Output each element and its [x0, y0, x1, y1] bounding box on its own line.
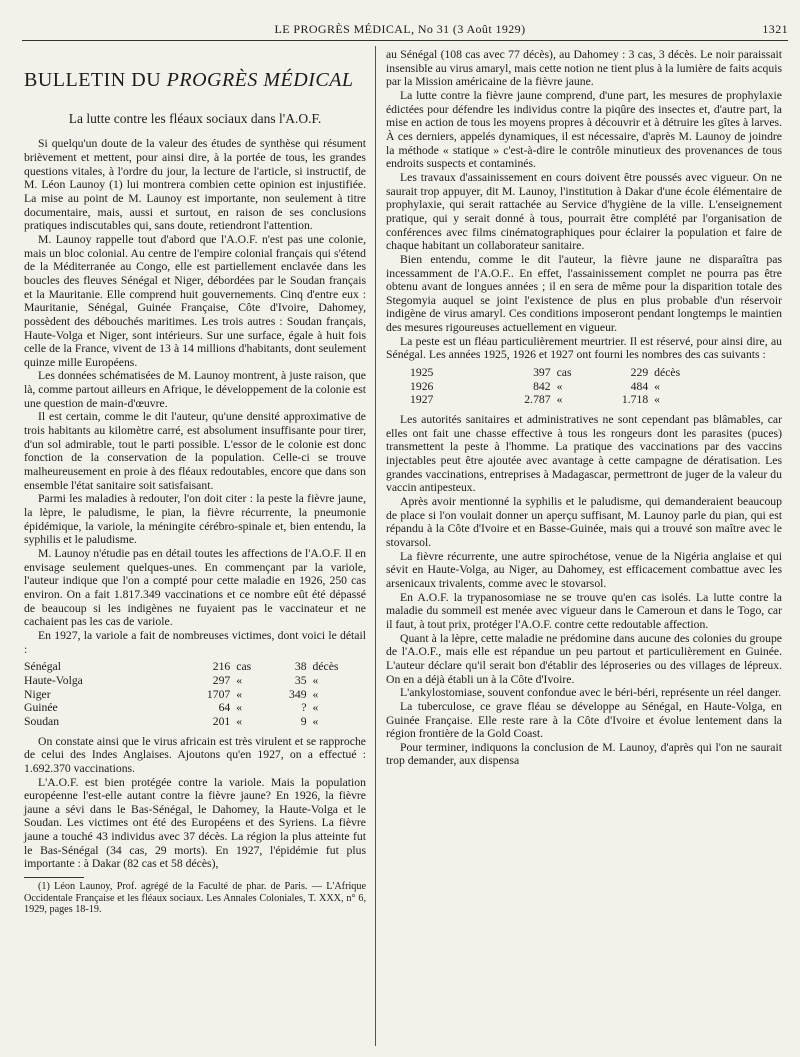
table-row	[24, 688, 366, 702]
table-cell-place: Niger	[24, 687, 51, 701]
table-cell-deaths: ?	[301, 701, 307, 715]
table-cell-cases: 64	[218, 701, 231, 715]
table-cell-cases-label: cas	[556, 366, 572, 380]
table-cell-deaths-label: «	[312, 714, 319, 728]
table-cell-cases: 1707	[206, 687, 231, 701]
table-cell-deaths: 349	[289, 687, 307, 701]
table-cell-deaths: 484	[630, 379, 649, 393]
table-cell-place: Sénégal	[24, 660, 61, 674]
table-cell-place: Haute-Volga	[24, 673, 83, 687]
table-cell-deaths-label: «	[312, 701, 319, 715]
footnote: (1) Léon Launoy, Prof. agrégé de la Faculté de phar. de Paris. — L'Afrique Occidentale Française et les fléaux sociaux. Les Annales Coloniales, T. XXX, n° 6, 1929, pages 18-19.	[24, 881, 366, 916]
table-cell-deaths-label: décès	[312, 660, 339, 674]
header-rule	[22, 40, 788, 41]
table-cell-cases-label: «	[236, 687, 243, 701]
paragraph: En 1927, la variole a fait de nombreuses victimes, dont voici le détail :	[24, 628, 366, 656]
table-cell-cases: 397	[533, 366, 551, 380]
variole-table	[24, 660, 366, 728]
paragraph: La tuberculose, ce grave fléau se développe au Sénégal, en Haute-Volga, en Guinée Française. Elle reste rare à la Côte d'Ivoire et évolue lentement dans la région frontière de la Gold Coast.	[386, 699, 782, 741]
paragraph: Quant à la lèpre, cette maladie ne prédomine dans aucune des colonies du groupe de l'A.O.F., mais elle est répandue un peu partout et particulièrement en Guinée. L'auteur déclare qu'il serait bon d'établir des léproseries ou des villages de lépreux. On en a déjà établi un à la Côte d'Ivoire.	[386, 631, 782, 686]
peste-table	[410, 366, 710, 407]
paragraph: Les autorités sanitaires et administratives ne sont cependant pas blâmables, car elles ont fait une chasse effective à tous les rongeurs dont les parasites (puces) transmettent la peste à l'homme. La pratique des vaccinations par des vaccins injectables peut être ajoutée avec avantage à cette campagne de dératisation. Les grandes vaccinations, entreprises à Madagascar, permettront de juger de la valeur du vaccin antipesteux.	[386, 413, 782, 495]
table-cell-cases-label: cas	[236, 660, 252, 674]
paragraph: Après avoir mentionné la syphilis et le paludisme, qui demanderaient beaucoup de place si l'on voulait donner un aperçu suffisant, M. Launoy parle du pian, qui est répandu à la Côte d'Ivoire et en Basse-Guinée, mais qui a trouvé son maître avec le stovarsol.	[386, 495, 782, 549]
page-number: 1321	[762, 22, 788, 36]
table-cell-deaths: 9	[300, 714, 307, 728]
paragraph: M. Launoy rappelle tout d'abord que l'A.O.F. n'est pas une colonie, mais un bloc colonial. Au centre de l'empire colonial français qui s'étend de la Méditerranée au Congo, elle est partiellement enclavée dans les boucles des fleuves Sénégal et Niger, débordées par le Soudan français et la Mauritanie. Elle comprend huit gouvernements. Cinq d'entre eux : Mauritanie, Sénégal, Guinée Française, Côte d'Ivoire, Dahomey, possèdent des débouchés maritimes. Les trois autres : Soudan français, Haute-Volga et Niger, sont intérieurs. Sur une surface, égale à huit fois celle de la France, vivent de 13 à 14 millions d'habitants, dont seulement quinze mille Européens.	[24, 232, 366, 369]
right-column	[386, 48, 782, 768]
bulletin-prefix: BULLETIN DU	[24, 69, 167, 91]
paragraph: Les données schématisées de M. Launoy montrent, à juste raison, que là, comme partout ailleurs en Afrique, le développement de la colonie est une question de main-d'œuvre.	[24, 369, 366, 410]
table-cell-cases-label: «	[556, 379, 563, 393]
paragraph: La peste est un fléau particulièrement meurtrier. Il est réservé, pour ainsi dire, au Sénégal. Les années 1925, 1926 et 1927 ont fourni les nombres des cas suivants :	[386, 334, 782, 362]
paragraph: Pour terminer, indiquons la conclusion de M. Launoy, d'après qui l'on ne saurait trop demander, aux dispensa	[386, 740, 782, 768]
paragraph: En A.O.F. la trypanosomiase ne se trouve qu'en cas isolés. La lutte contre la maladie du sommeil est menée avec vigueur dans le Cameroun et dans le Togo, car il faut, à tout prix, protéger l'A.O.F. contre cette redoutable affection.	[386, 590, 782, 631]
table-cell-year: 1926	[410, 379, 434, 393]
table-cell-deaths: 38	[294, 660, 307, 674]
table-cell-cases: 842	[533, 379, 551, 393]
table-cell-deaths-label: «	[654, 379, 661, 393]
table-cell-place: Soudan	[24, 714, 60, 728]
paragraph: Parmi les maladies à redouter, l'on doit citer : la peste la fièvre jaune, la lèpre, le paludisme, le pian, la fièvre récurrente, la pneumonie épidémique, la variole, la méningite cérébro-spinale et, bien entendu, la syphilis et le paludisme.	[24, 492, 366, 547]
paragraph: On constate ainsi que le virus africain est très virulent et se rapproche de celui des Indes Anglaises. Ajoutons qu'en 1927, on a effectué : 1.692.370 vaccinations.	[24, 734, 366, 775]
table-cell-deaths-label: «	[312, 687, 319, 701]
table-cell-year: 1925	[410, 366, 434, 380]
table-cell-cases: 2.787	[524, 393, 551, 407]
paragraph: Les travaux d'assainissement en cours doivent être poussés avec vigueur. On ne saurait trop appuyer, dit M. Launoy, l'institution à Dakar d'une école élémentaire de prophylaxie, qui serait rattachée au Service d'hygiène de la ville. L'enseignement pratique, qui y serait donné à tous, pourrait être complété par l'organisation de conférences avec films cinématographiques pour éclairer la population et faire de chaque habitant un collaborateur sanitaire.	[386, 170, 782, 253]
table-cell-cases: 216	[212, 660, 231, 674]
table-cell-year: 1927	[410, 393, 434, 407]
paragraph: L'A.O.F. est bien protégée contre la variole. Mais la population européenne l'est-elle autant contre la fièvre jaune? En 1926, la fièvre jaune a sévi dans le Bas-Sénégal, le Dahomey, la Haute-Volga et le Soudan. Les victimes ont été des Européens et des Syriens. La fièvre jaune a touché 43 individus avec 37 décès. La région la plus atteinte fut le Bas-Sénégal (34 cas, 29 morts). En 1927, l'épidémie fut plus importante : à Dakar (82 cas et 58 décès),	[24, 775, 366, 871]
paragraph: M. Launoy n'étudie pas en détail toutes les affections de l'A.O.F. Il en envisage seulement quelques-unes. En commençant par la variole, l'auteur indique que l'on a compté pour cette maladie en 1926, 250 cas environ. On a fait 1.817.349 vaccinations et ce nombre eût été dépassé de beaucoup si les indigènes ne fuyaient pas le vaccinateur et ne cachaient pas les cas de variole.	[24, 547, 366, 629]
table-cell-deaths: 35	[294, 673, 307, 687]
table-row	[410, 366, 710, 380]
table-row	[410, 380, 710, 394]
table-cell-deaths: 229	[630, 366, 649, 380]
table-cell-cases-label: «	[236, 701, 243, 715]
table-cell-deaths-label: «	[654, 393, 661, 407]
paragraph: Si quelqu'un doute de la valeur des études de synthèse qui résument brièvement et mettent, pour ainsi dire, à la portée de tous, les grandes questions vitales, à l'ordre du jour, la lecture de l'article, si instructif, de M. Léon Launoy (1) lui montrera combien cette opinion est injustifiée. La mise au point de M. Launoy est importante, non seulement à titre documentaire, mais, aussi et surtout, en raison de ses conclusions pratiques indiscutables qui, sans doute, retiendront l'attention.	[24, 137, 366, 233]
article-title: La lutte contre les fléaux sociaux dans l'A.O.F.	[68, 110, 322, 126]
table-cell-deaths-label: décès	[654, 366, 681, 380]
footnote-rule	[24, 877, 84, 878]
table-cell-cases-label: «	[236, 714, 243, 728]
column-divider	[375, 46, 376, 1046]
paragraph: Bien entendu, comme le dit l'auteur, la fièvre jaune ne disparaîtra pas incessamment de l'A.O.F.. En effet, l'assainissement complet ne pourra pas être obtenu avant de longues années ; il en sera de même pour la disparition totale des Stegomyia auquel se joint l'existence de plus en plus probable d'un réservoir indigène de virus amaryl. Ces conditions imposeront pendant longtemps le maintien des mesures rigoureuses actuellement en vigueur.	[386, 252, 782, 335]
paragraph: La fièvre récurrente, une autre spirochétose, venue de la Nigéria anglaise et qui sévit en Haute-Volga, au Niger, au Dahomey, est efficacement combattue avec les arsenicaux trivalents, comme avec le stovarsol.	[386, 549, 782, 590]
table-cell-deaths-label: «	[312, 673, 319, 687]
table-row	[410, 393, 710, 407]
table-cell-cases: 297	[212, 673, 231, 687]
paragraph: L'ankylostomiase, souvent confondue avec le béri-béri, représente un réel danger.	[400, 686, 782, 700]
table-row	[24, 701, 366, 715]
table-cell-place: Guinée	[24, 701, 58, 715]
table-cell-cases-label: «	[236, 673, 243, 687]
table-cell-cases-label: «	[556, 393, 563, 407]
table-cell-cases: 201	[212, 714, 231, 728]
paragraph: au Sénégal (108 cas avec 77 décès), au Dahomey : 3 cas, 3 décès. Le noir paraissait insensible au virus amaryl, mais cette notion ne tient plus à la lumière de faits acquis par la Mission américaine de la fièvre jaune.	[386, 48, 782, 89]
left-column	[24, 48, 366, 916]
bulletin-heading	[24, 69, 366, 91]
bulletin-journal-title: PROGRÈS MÉDICAL	[166, 69, 354, 91]
paragraph: Il est certain, comme le dit l'auteur, qu'une densité approximative de trois habitants au kilomètre carré, est absolument insuffisante pour tirer, d'un sol admirable, tout le parti possible. L'essor de le colonie est donc fonction de la conservation de la population. Celle-ci se trouve malheureusement en proie à des fléaux redoutables, encore que dans son ensemble l'état sanitaire soit satisfaisant.	[24, 410, 366, 492]
journal-header-title: LE PROGRÈS MÉDICAL, No 31 (3 Août 1929)	[274, 22, 526, 36]
table-row	[24, 715, 366, 729]
table-row	[24, 660, 366, 674]
paragraph: La lutte contre la fièvre jaune comprend, d'une part, les mesures de prophylaxie édictées pour défendre les individus contre la piqûre des insectes et, d'autre part, la mise en action de tous les moyens propres à découvrir et à détruire les gîtes à larves. À ces derniers, appelés dynamiques, il est nécessaire, d'après M. Launoy de joindre la méthode « statique » c'est-à-dire le contrôle minutieux des provenances de tous endroits suspects et contaminés.	[386, 88, 782, 171]
table-cell-deaths: 1.718	[621, 393, 649, 407]
table-row	[24, 674, 366, 688]
running-head	[0, 22, 800, 36]
